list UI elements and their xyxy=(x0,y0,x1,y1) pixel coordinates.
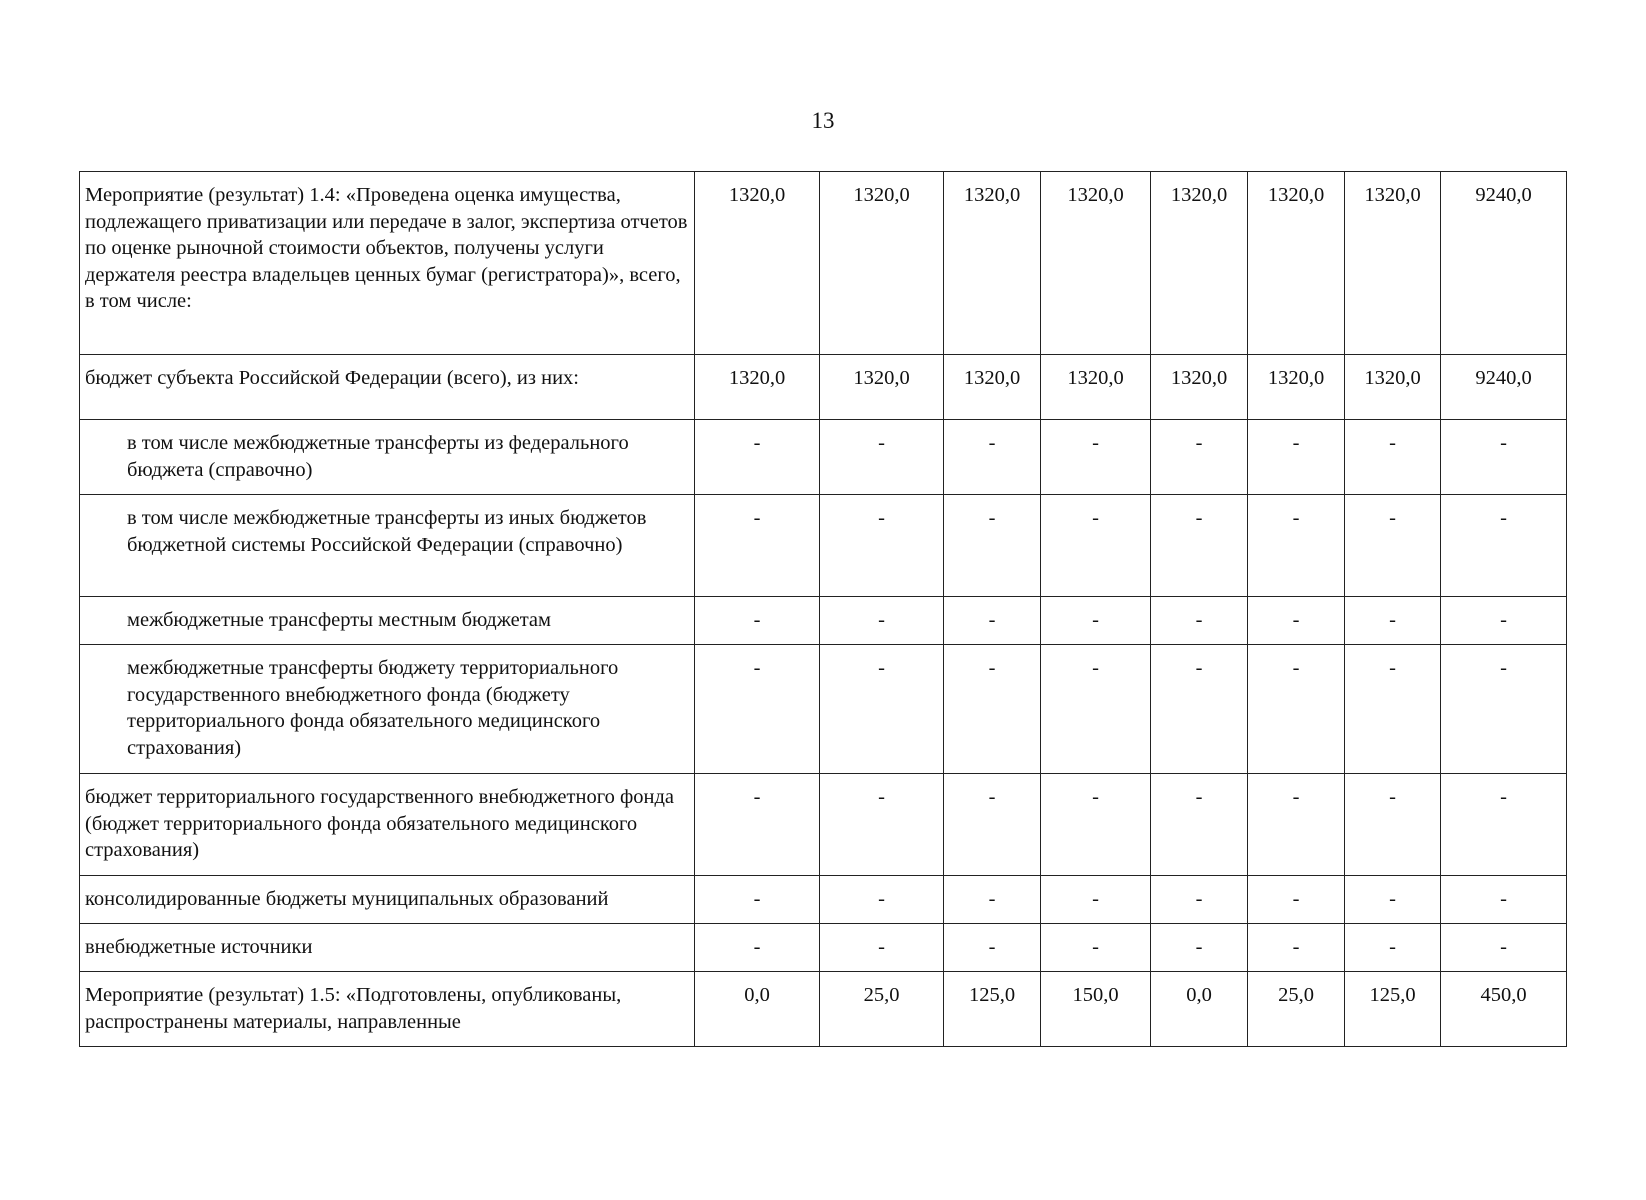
row-label: Мероприятие (результат) 1.5: «Подготовлены, опубликованы, распространены материалы, направленные xyxy=(80,972,695,1047)
value-cell: - xyxy=(944,924,1041,972)
page-number: 13 xyxy=(811,108,835,133)
value-cell: - xyxy=(1041,420,1151,495)
total-cell: - xyxy=(1441,876,1567,924)
value-cell: 1320,0 xyxy=(1041,355,1151,420)
value-cell: - xyxy=(695,876,820,924)
value-cell: - xyxy=(1345,420,1441,495)
total-cell: - xyxy=(1441,645,1567,774)
value-cell: 125,0 xyxy=(944,972,1041,1047)
value-cell: - xyxy=(1248,420,1345,495)
table-row xyxy=(80,774,1567,876)
value-cell: - xyxy=(1041,495,1151,597)
total-cell: 9240,0 xyxy=(1441,172,1567,355)
value-cell: 1320,0 xyxy=(944,172,1041,355)
value-cell: - xyxy=(1248,924,1345,972)
value-cell: 125,0 xyxy=(1345,972,1441,1047)
value-cell: - xyxy=(1041,876,1151,924)
table-row xyxy=(80,597,1567,645)
table-row xyxy=(80,645,1567,774)
value-cell: 1320,0 xyxy=(1248,172,1345,355)
value-cell: - xyxy=(944,597,1041,645)
value-cell: - xyxy=(1345,876,1441,924)
value-cell: - xyxy=(695,774,820,876)
value-cell: - xyxy=(1248,645,1345,774)
value-cell: - xyxy=(1248,495,1345,597)
value-cell: - xyxy=(944,876,1041,924)
value-cell: - xyxy=(1248,876,1345,924)
row-label: в том числе межбюджетные трансферты из иных бюджетов бюджетной системы Российской Федерации (справочно) xyxy=(80,495,695,597)
value-cell: - xyxy=(1151,924,1248,972)
value-cell: 25,0 xyxy=(820,972,944,1047)
total-cell: - xyxy=(1441,924,1567,972)
value-cell: - xyxy=(1345,774,1441,876)
total-cell: - xyxy=(1441,774,1567,876)
value-cell: - xyxy=(1345,645,1441,774)
value-cell: 150,0 xyxy=(1041,972,1151,1047)
value-cell: 1320,0 xyxy=(1151,172,1248,355)
value-cell: 1320,0 xyxy=(695,355,820,420)
value-cell: - xyxy=(1151,597,1248,645)
value-cell: - xyxy=(820,420,944,495)
value-cell: 1320,0 xyxy=(1345,172,1441,355)
value-cell: - xyxy=(1345,924,1441,972)
row-label: межбюджетные трансферты бюджету территориального государственного внебюджетного фонда (бюджету территориального фонда обязательного медицинского страхования) xyxy=(80,645,695,774)
value-cell: 1320,0 xyxy=(820,355,944,420)
value-cell: - xyxy=(695,495,820,597)
value-cell: - xyxy=(1041,645,1151,774)
value-cell: - xyxy=(1345,495,1441,597)
table-row xyxy=(80,972,1567,1047)
value-cell: - xyxy=(820,597,944,645)
row-label: в том числе межбюджетные трансферты из федерального бюджета (справочно) xyxy=(80,420,695,495)
value-cell: - xyxy=(944,645,1041,774)
value-cell: 1320,0 xyxy=(1041,172,1151,355)
total-cell: - xyxy=(1441,495,1567,597)
table-row xyxy=(80,876,1567,924)
value-cell: - xyxy=(820,924,944,972)
value-cell: - xyxy=(695,924,820,972)
total-cell: 450,0 xyxy=(1441,972,1567,1047)
total-cell: 9240,0 xyxy=(1441,355,1567,420)
total-cell: - xyxy=(1441,420,1567,495)
budget-table xyxy=(79,171,1567,1047)
value-cell: 25,0 xyxy=(1248,972,1345,1047)
value-cell: - xyxy=(1151,876,1248,924)
value-cell: - xyxy=(695,645,820,774)
row-label: бюджет территориального государственного внебюджетного фонда (бюджет территориального фонда обязательного медицинского страхования) xyxy=(80,774,695,876)
row-label: консолидированные бюджеты муниципальных образований xyxy=(80,876,695,924)
row-label: бюджет субъекта Российской Федерации (всего), из них: xyxy=(80,355,695,420)
table-row xyxy=(80,172,1567,355)
value-cell: - xyxy=(944,495,1041,597)
table-row xyxy=(80,924,1567,972)
value-cell: - xyxy=(1041,924,1151,972)
value-cell: - xyxy=(820,645,944,774)
row-label: внебюджетные источники xyxy=(80,924,695,972)
table-row xyxy=(80,355,1567,420)
value-cell: - xyxy=(695,420,820,495)
row-label: Мероприятие (результат) 1.4: «Проведена оценка имущества, подлежащего приватизации или передаче в залог, экспертиза отчетов по оценке рыночной стоимости объектов, получены услуги держателя реестра владельцев ценных бумаг (регистратора)», всего, в том числе: xyxy=(80,172,695,355)
value-cell: - xyxy=(820,876,944,924)
value-cell: 1320,0 xyxy=(820,172,944,355)
value-cell: 1320,0 xyxy=(1345,355,1441,420)
value-cell: - xyxy=(1248,774,1345,876)
value-cell: - xyxy=(1041,774,1151,876)
value-cell: 0,0 xyxy=(695,972,820,1047)
table-row xyxy=(80,495,1567,597)
table-row xyxy=(80,420,1567,495)
value-cell: 1320,0 xyxy=(695,172,820,355)
value-cell: 1320,0 xyxy=(944,355,1041,420)
value-cell: - xyxy=(1151,420,1248,495)
value-cell: 0,0 xyxy=(1151,972,1248,1047)
total-cell: - xyxy=(1441,597,1567,645)
value-cell: - xyxy=(1151,495,1248,597)
row-label: межбюджетные трансферты местным бюджетам xyxy=(80,597,695,645)
value-cell: - xyxy=(1041,597,1151,645)
value-cell: - xyxy=(695,597,820,645)
value-cell: - xyxy=(1151,645,1248,774)
value-cell: - xyxy=(1345,597,1441,645)
value-cell: - xyxy=(820,774,944,876)
value-cell: - xyxy=(820,495,944,597)
value-cell: 1320,0 xyxy=(1248,355,1345,420)
value-cell: - xyxy=(944,774,1041,876)
value-cell: - xyxy=(944,420,1041,495)
value-cell: - xyxy=(1151,774,1248,876)
value-cell: 1320,0 xyxy=(1151,355,1248,420)
value-cell: - xyxy=(1248,597,1345,645)
